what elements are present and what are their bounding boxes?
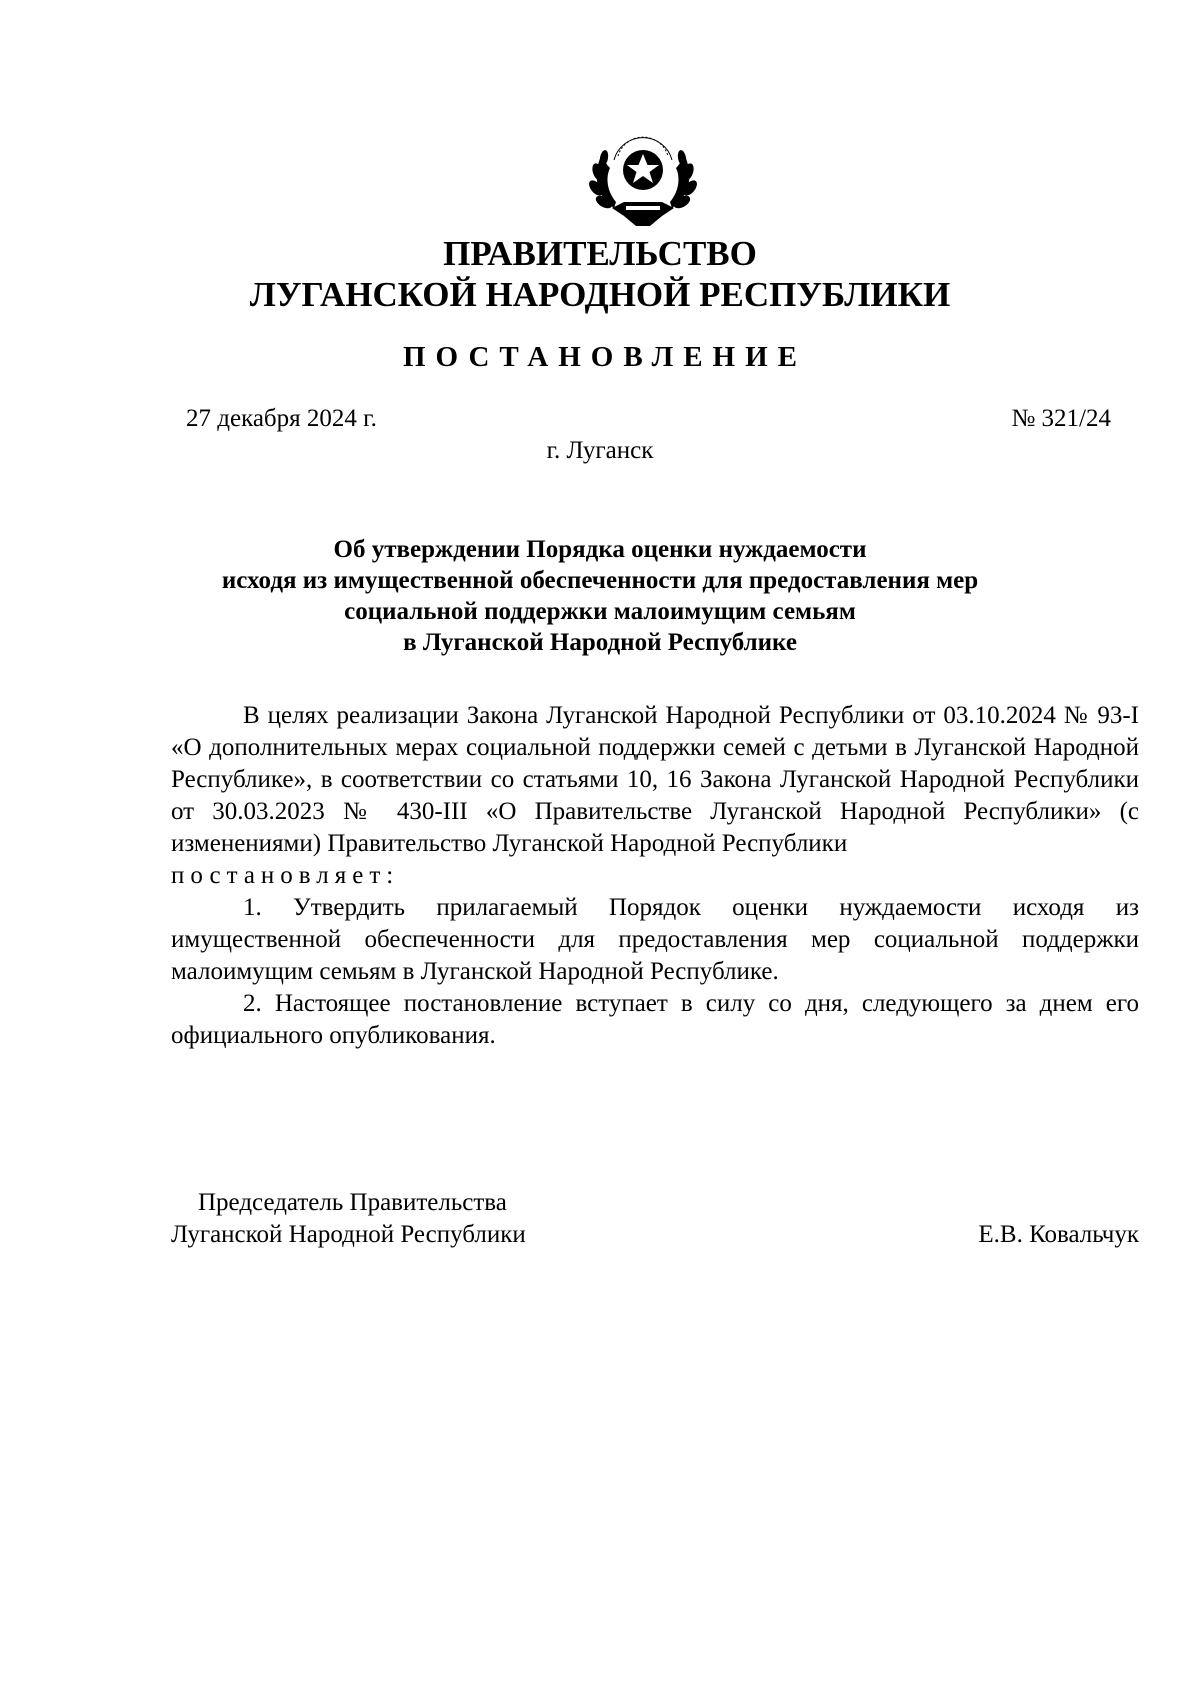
subject-line-1: Об утверждении Порядка оценки нуждаемости [333, 536, 867, 563]
document-number: № 321/24 [1011, 405, 1111, 432]
subject-line-2: исходя из имущественной обеспеченности для предоставления мер [221, 567, 979, 594]
signer-name: Е.В. Ковальчук [978, 1221, 1139, 1248]
document-city: г. Луганск [546, 437, 654, 464]
signer-position-line-2: Луганской Народной Республики [171, 1221, 526, 1248]
item-1: 1. Утвердить прилагаемый Порядок оценки нуждаемости исходя из имущественной обеспеченности для предоставления мер социальной поддержки малоимущим семьям в Луганской Народной Республике. [171, 894, 1139, 985]
org-line-1: ПРАВИТЕЛЬСТВО [443, 234, 757, 273]
preamble-text: В целях реализации Закона Луганской Народной Республики от 03.10.2024 № 93-I «О дополнительных мерах социальной поддержки семей с детьми в Луганской Народной Республике», в соответствии со статьями 10, 16 Закона Луганской Народной Республики от 30.03.2023 № 430-III «О Правительстве Луганской Народной Республики» (с изменениями) Правительство Луганской Народной Республики [171, 702, 1139, 857]
document-type: ПОСТАНОВЛЕНИЕ [402, 341, 807, 373]
item-2: 2. Настоящее постановление вступает в силу со дня, следующего за днем его официального опубликования. [171, 990, 1139, 1049]
preamble-paragraph [171, 700, 1139, 892]
signer-position-line-1: Председатель Правительства [198, 1189, 507, 1216]
organization-title [0, 233, 1200, 315]
document-body [171, 700, 1139, 1052]
signature-block [171, 1187, 1139, 1251]
org-line-2: ЛУГАНСКОЙ НАРОДНОЙ РЕСПУБЛИКИ [249, 275, 951, 314]
subject-line-3: социальной поддержки малоимущим семьям [344, 598, 856, 625]
document-date: 27 декабря 2024 г. [186, 405, 377, 432]
subject-line-4: в Луганской Народной Республике [403, 629, 797, 656]
document-subject [0, 534, 1200, 658]
coat-of-arms-icon [584, 130, 702, 230]
decree-word: постановляет: [171, 862, 400, 889]
